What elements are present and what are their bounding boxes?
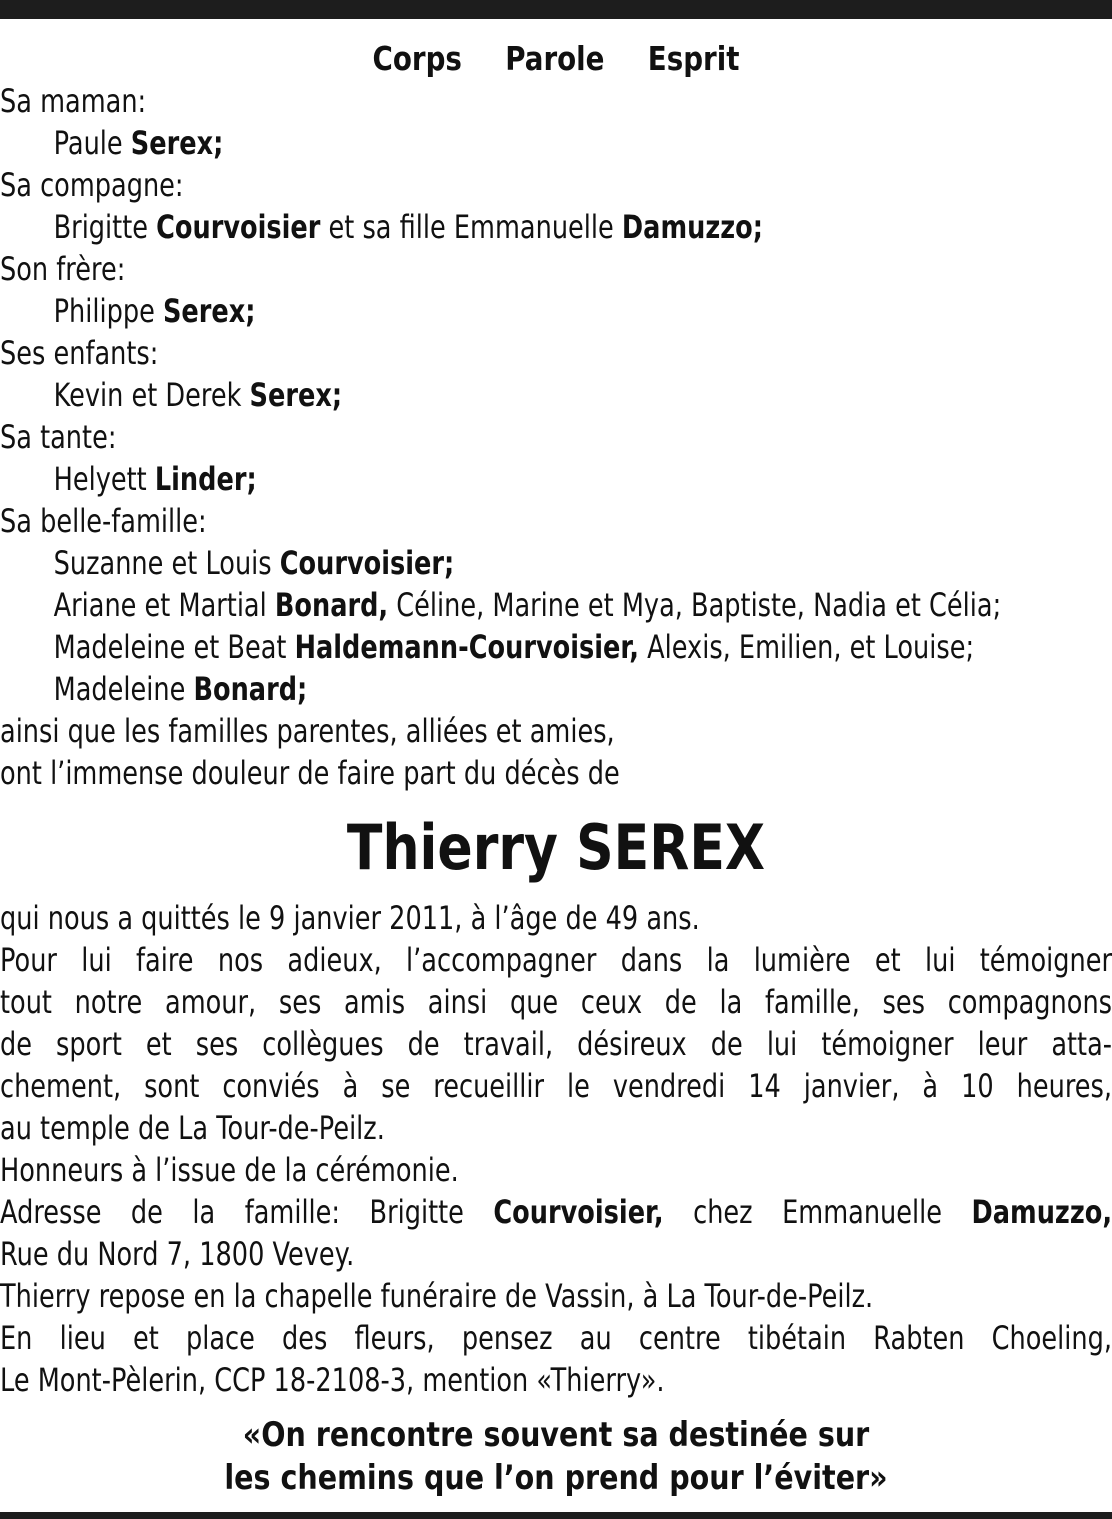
body-line: au temple de La Tour-de-Peilz. bbox=[0, 1109, 385, 1147]
family-member: Madeleine et Beat Haldemann-Courvoisier, Alexis, Emilien, et Louise; bbox=[53, 628, 975, 666]
family-member: Suzanne et Louis Courvoisier; bbox=[53, 544, 455, 582]
top-rule bbox=[0, 0, 1112, 19]
notice-body bbox=[0, 897, 1112, 1401]
body-line: Honneurs à l’issue de la cérémonie. bbox=[0, 1151, 459, 1189]
deceased-name: Thierry SEREX bbox=[346, 811, 766, 884]
body-line: qui nous a quittés le 9 janvier 2011, à l’âge de 49 ans. bbox=[0, 899, 700, 937]
address-line: Adresse de la famille: Brigitte Courvoisier, chez Emmanuelle Damuzzo, bbox=[0, 1193, 1112, 1231]
motto bbox=[89, 36, 1023, 82]
closing-quote bbox=[89, 1414, 1023, 1500]
family-member: Philippe Serex; bbox=[53, 292, 256, 330]
body-line: En lieu et place des fleurs, pensez au centre tibétain Rabten Choeling, bbox=[0, 1319, 1112, 1357]
families-line: ainsi que les familles parentes, alliées et amies, bbox=[0, 712, 615, 750]
relation-label: Sa belle-famille: bbox=[0, 502, 207, 540]
relation-label: Sa tante: bbox=[0, 418, 117, 456]
relation-label: Sa compagne: bbox=[0, 166, 184, 204]
family-member: Brigitte Courvoisier et sa fille Emmanuelle Damuzzo; bbox=[53, 208, 763, 246]
quote-line: les chemins que l’on prend pour l’éviter» bbox=[224, 1458, 888, 1498]
relation-label: Son frère: bbox=[0, 250, 126, 288]
body-line: Thierry repose en la chapelle funéraire de Vassin, à La Tour-de-Peilz. bbox=[0, 1277, 874, 1315]
family-list bbox=[0, 80, 1112, 794]
body-line: Pour lui faire nos adieux, l’accompagner dans la lumière et lui témoigner bbox=[0, 941, 1112, 979]
motto-word: Corps bbox=[372, 39, 462, 78]
quote-line: «On rencontre souvent sa destinée sur bbox=[242, 1415, 870, 1455]
body-line: chement, sont conviés à se recueillir le vendredi 14 janvier, à 10 heures, bbox=[0, 1067, 1112, 1105]
body-line: Rue du Nord 7, 1800 Vevey. bbox=[0, 1235, 355, 1273]
relation-label: Sa maman: bbox=[0, 82, 147, 120]
family-member: Paule Serex; bbox=[53, 124, 224, 162]
body-line: de sport et ses collègues de travail, désireux de lui témoigner leur atta- bbox=[0, 1025, 1112, 1063]
family-member: Helyett Linder; bbox=[53, 460, 257, 498]
motto-word: Esprit bbox=[647, 39, 740, 78]
motto-word: Parole bbox=[505, 39, 605, 78]
relation-label: Ses enfants: bbox=[0, 334, 159, 372]
body-line: tout notre amour, ses amis ainsi que ceux de la famille, ses compagnons bbox=[0, 983, 1112, 1021]
family-member: Ariane et Martial Bonard, Céline, Marine et Mya, Baptiste, Nadia et Célia; bbox=[53, 586, 1002, 624]
body-line: Le Mont-Pèlerin, CCP 18-2108-3, mention «Thierry». bbox=[0, 1361, 665, 1399]
family-member: Kevin et Derek Serex; bbox=[53, 376, 343, 414]
announcement-line: ont l’immense douleur de faire part du décès de bbox=[0, 754, 620, 792]
bottom-rule bbox=[0, 1512, 1112, 1519]
family-member: Madeleine Bonard; bbox=[53, 670, 308, 708]
